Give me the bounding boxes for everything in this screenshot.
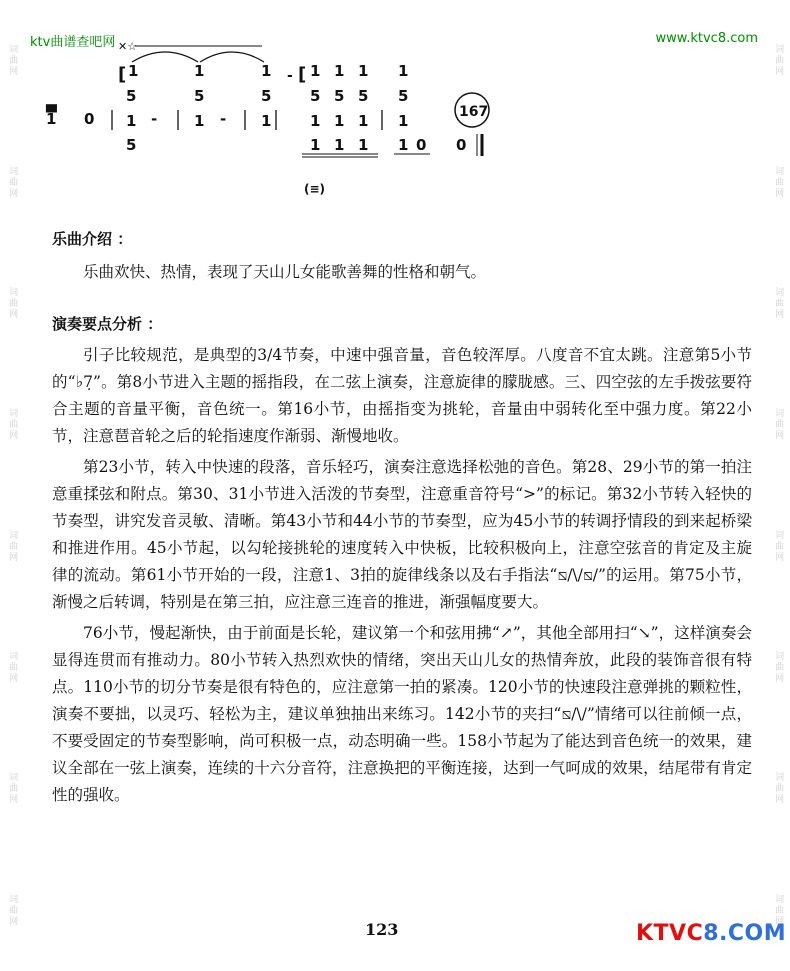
svg-text:1: 1 — [334, 62, 345, 80]
svg-text:1: 1 — [358, 136, 369, 154]
svg-text:-: - — [287, 68, 293, 84]
watermark-top-left: ktv曲谱查吧网 — [30, 35, 116, 50]
svg-text:1: 1 — [358, 112, 369, 130]
svg-text:1: 1 — [334, 136, 345, 154]
svg-text:5: 5 — [126, 136, 137, 154]
site-logo: KTVC8.COM — [636, 921, 787, 946]
svg-text:0: 0 — [456, 136, 467, 154]
analysis-heading: 演奏要点分析 ： — [52, 315, 163, 333]
svg-text:5: 5 — [358, 87, 369, 105]
svg-text:5: 5 — [261, 87, 272, 105]
svg-text:1: 1 — [194, 112, 205, 130]
side-watermark-left: 词曲网 词曲网 词曲网 词曲网 词曲网 词曲网 词曲网 词曲网 — [7, 44, 18, 927]
svg-text:1: 1 — [310, 62, 321, 80]
svg-text:1: 1 — [358, 62, 369, 80]
svg-text:-: - — [220, 110, 227, 128]
svg-text:1: 1 — [398, 112, 409, 130]
side-watermark-right: 词曲网 词曲网 词曲网 词曲网 词曲网 词曲网 词曲网 词曲网 — [773, 44, 784, 927]
ornament-star: ✕☆ — [118, 40, 138, 53]
svg-text:1: 1 — [310, 112, 321, 130]
intro-heading: 乐曲介绍 ： — [52, 230, 133, 248]
svg-text:5: 5 — [126, 87, 137, 105]
svg-text:▄: ▄ — [46, 97, 57, 113]
svg-text:1: 1 — [46, 110, 57, 128]
svg-text:5: 5 — [398, 87, 409, 105]
svg-text:0: 0 — [84, 110, 95, 128]
ornament-symbol: (≡) — [304, 182, 326, 196]
rehearsal-mark: 167 — [459, 104, 489, 120]
svg-text:1: 1 — [194, 62, 205, 80]
intro-text: 乐曲欢快、热情，表现了天山儿女能歌善舞的性格和朝气。 — [83, 263, 487, 281]
page-number: 123 — [365, 920, 399, 939]
svg-text:1: 1 — [128, 62, 139, 80]
svg-text:1: 1 — [334, 112, 345, 130]
svg-text:0: 0 — [416, 136, 427, 154]
svg-text:1: 1 — [398, 62, 409, 80]
svg-text:5: 5 — [310, 87, 321, 105]
analysis-paragraph-1: 引子比较规范，是典型的3/4节奏，中速中强音量，音色较浑厚。八度音不宜太跳。注意第5小节的“♭7̣”。第8小节进入主题的摇指段，在二弦上演奏，注意旋律的朦胧感。三、四空弦的左手拨弦要符合主题的音量平衡，音色统一。第16小节，由摇指变为挑轮，音量由中弱转化至中强力度。第22小节，注意琶音轮之后的轮指速度作渐弱、渐慢地收。 — [52, 346, 752, 445]
analysis-paragraph-2: 第23小节，转入中快速的段落，音乐轻巧，演奏注意选择松弛的音色。第28、29小节的第一拍注意重揉弦和附点。第30、31小节进入活泼的节奏型，注意重音符号“>”的标记。第32小节转入轻快的节奏型，讲究发音灵敏、清晰。第43小节和44小节的节奏型，应为45小节的转调抒情段的到来起桥梁和推进作用。45小节起，以勾轮接挑轮的速度转入中快板，比较积极向上，注意空弦音的肯定及主旋律的流动。第61小节开始的一段，注意1、3拍的旋律线条以及右手指法“⧅/\/⧅/”的运用。第75小节，渐慢之后转调，特别是在第三拍，应注意三连音的推进，渐强幅度要大。 — [52, 458, 752, 611]
intro-section — [52, 228, 752, 286]
svg-text:5: 5 — [334, 87, 345, 105]
svg-text:1: 1 — [310, 136, 321, 154]
analysis-section — [52, 313, 752, 809]
analysis-paragraph-3: 76小节，慢起渐快，由于前面是长轮，建议第一个和弦用拂“↗”，其他全部用扫“↘”，这样演奏会显得连贯而有推动力。80小节转入热烈欢快的情绪，突出天山儿女的热情奔放，此段的装饰音很有特点。110小节的切分节奏是很有特色的，应注意第一拍的紧凑。120小节的快速段注意弹挑的颗粒性，演奏不要拙，以灵巧、轻松为主，建议单独抽出来练习。142小节的夹扫“⧅/\/”情绪可以往前倾一点，不要受固定的节奏型影响，尚可积极一点，动态明确一些。158小节起为了能达到音色统一的效果，建议全部在一弦上演奏，连续的十六分音符，注意换把的平衡连接，达到一气呵成的效果，结尾带有肯定性的强收。 — [52, 624, 752, 804]
svg-text:5: 5 — [194, 87, 205, 105]
svg-text:1: 1 — [261, 112, 272, 130]
svg-text:[: [ — [118, 64, 127, 85]
svg-text:1: 1 — [126, 112, 137, 130]
svg-text:[: [ — [298, 64, 307, 85]
svg-text:1: 1 — [398, 136, 409, 154]
svg-text:1: 1 — [261, 62, 272, 80]
music-score — [40, 38, 500, 213]
watermark-top-right: www.ktvc8.com — [655, 31, 758, 46]
svg-text:-: - — [151, 110, 158, 128]
